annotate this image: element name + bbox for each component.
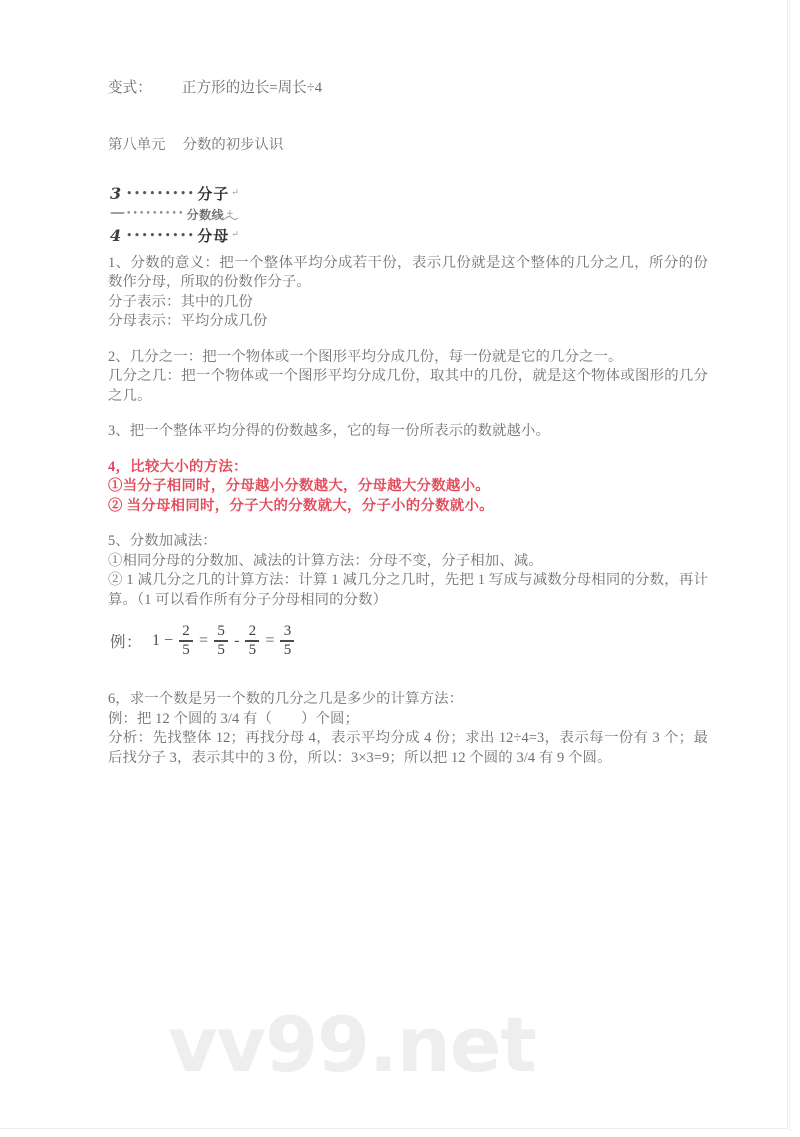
fraction-bar-glyph: — (110, 203, 125, 221)
numerator-label: 分子 (197, 184, 230, 203)
unit-heading (108, 136, 708, 156)
spacer (108, 332, 708, 348)
variant-line (108, 78, 708, 98)
fraction-denominator: 5 (283, 641, 292, 658)
denominator-label: 分母 (197, 226, 230, 245)
page-edge-shadow (789, 0, 792, 1131)
spacer (108, 156, 708, 183)
spacer (108, 610, 708, 619)
numerator-value: 3 (110, 183, 122, 203)
fraction-denominator: 5 (217, 641, 225, 658)
section-5-line-1: ①相同分母的分数加、减法的计算方法：分母不变，分子相加、减。 (108, 552, 543, 569)
fraction-numerator: 3 (283, 623, 292, 640)
fraction-two-fifths-2 (245, 624, 259, 657)
variant-label: 变式： (108, 80, 152, 96)
spacer (108, 98, 708, 136)
squiggle-underline-icon (202, 215, 238, 220)
section-1-line-2: 分母表示：平均分成几份 (108, 313, 268, 329)
section-6-line-1: 例：把 12 个圆的 3/4 有（ ）个圆； (108, 710, 359, 727)
section-6-line-2: 分析：先找整体 12；再找分母 4，表示平均分成 4 份；求出 12÷4=3，表示每一份有 3 个；最后找分子 3，表示其中的 3 份，所以：3×3=9；所以把 12 个圆的 3/4 有 9 个圆。 (108, 730, 708, 766)
variant-formula: 正方形的边长=周长÷4 (181, 80, 323, 96)
fraction-numerator: 2 (248, 623, 257, 640)
unit-number: 第八单元 (108, 137, 166, 153)
fraction-numerator: 2 (182, 623, 190, 640)
fraction-three-fifths (280, 624, 294, 657)
math-example-equation (110, 619, 708, 663)
spacer (108, 442, 708, 458)
numerator-row (110, 183, 260, 204)
section-2-line-0: 2、几分之一：把一个物体或一个图形平均分成几份，每一份就是它的几分之一。 (108, 348, 623, 365)
math-minus-operator: − (164, 632, 174, 649)
denominator-value: 4 (110, 225, 122, 245)
fraction-terms-diagram (110, 183, 260, 245)
fraction-five-fifths (214, 624, 228, 657)
section-2-line-1: 几分之几：把一个物体或一个图形平均分成几份，取其中的几份，就是这个物体或图形的几分之几。 (108, 368, 708, 404)
section-4-line-1: ①当分子相同时，分母越小分数越大，分母越大分数越小。 (108, 478, 490, 494)
denominator-row (110, 225, 260, 246)
section-4-line-2: ② 当分母相同时，分子大的分数就大，分子小的分数就小。 (108, 497, 494, 514)
spacer (108, 516, 708, 532)
fraction-two-fifths (179, 624, 193, 657)
section-3-line-0: 3、把一个整体平均分得的份数越多，它的每一份所表示的数就越小。 (108, 423, 551, 439)
fraction-denominator: 5 (248, 641, 257, 658)
unit-title: 分数的初步认识 (182, 137, 284, 153)
pilcrow-mark: ↵ (231, 230, 239, 240)
math-equals-1: = (199, 632, 209, 649)
math-minus-operator-2: - (234, 632, 240, 649)
fraction-numerator: 5 (217, 623, 225, 640)
pilcrow-mark: + (226, 209, 234, 219)
math-equals-2: = (265, 632, 275, 649)
document-content (108, 78, 708, 768)
math-whole-number: 1 (152, 632, 161, 649)
pilcrow-mark: ↵ (231, 188, 239, 198)
fraction-bar-label: 分数线 (186, 207, 225, 222)
numerator-leader-dots: ••••••••• (126, 186, 196, 200)
section-1-line-0: 1、分数的意义：把一个整体平均分成若干份，表示几份就是这个整体的几分之几，所分的份数作分母，所取的份数作分子。 (108, 254, 708, 290)
math-example-lead: 例： (110, 634, 143, 651)
denominator-leader-dots: ••••••••• (126, 228, 196, 242)
spacer (108, 245, 708, 254)
section-4-line-0: 4，比较大小的方法： (108, 458, 248, 475)
section-5-line-0: 5、分数加减法： (108, 533, 217, 549)
section-1-line-1: 分子表示：其中的几份 (108, 293, 253, 310)
fraction-denominator: 5 (182, 641, 190, 658)
section-6-line-0: 6，求一个数是另一个数的几分之几是多少的计算方法： (108, 691, 464, 707)
spacer (108, 663, 708, 690)
section-5-line-2: ② 1 减几分之几的计算方法：计算 1 减几分之几时，先把 1 写成与减数分母相同的分数，再计算。（1 可以看作所有分子分母相同的分数） (108, 572, 708, 608)
fraction-bar-leader-dots: ••••••••• (126, 209, 185, 219)
spacer (108, 406, 708, 422)
site-watermark: vv99.net (168, 1000, 536, 1089)
